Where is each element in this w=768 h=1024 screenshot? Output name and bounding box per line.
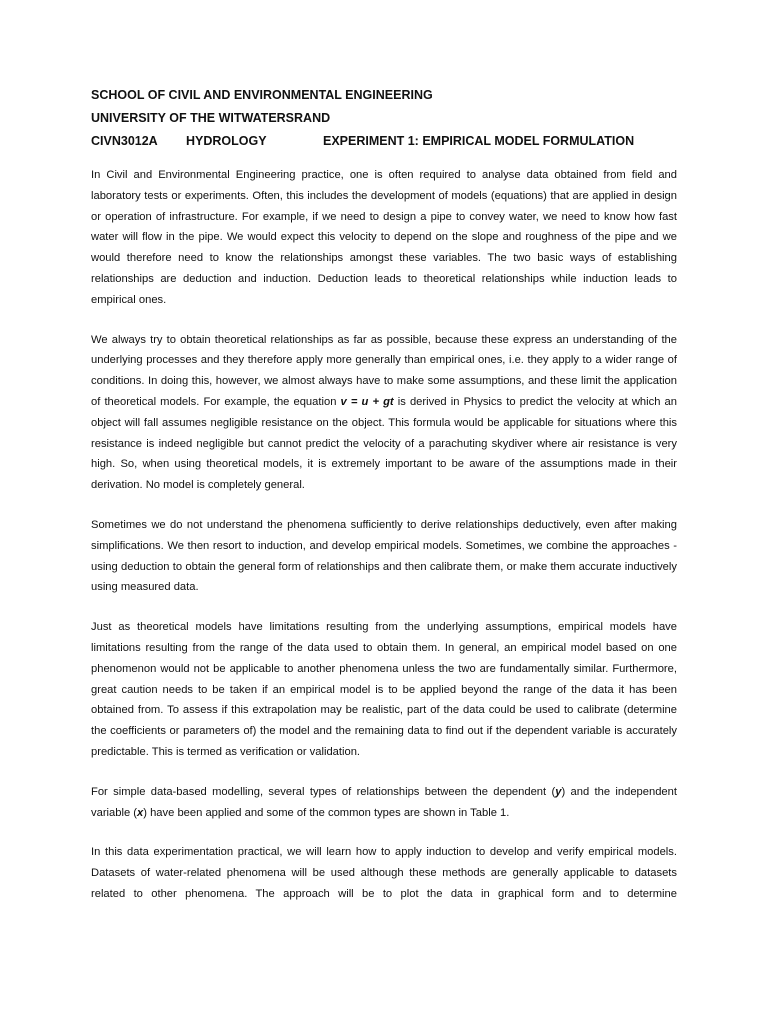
paragraph-6: In this data experimentation practical, we will learn how to apply induction to develop and verify empirical models. Datasets of water-related phenomena will be used although these methods are generally applicable to datasets related to other phenomena. The approach will be to plot the data in graphical form and to determine xyxy=(91,846,677,900)
paragraph-2 xyxy=(91,330,677,496)
school-heading: SCHOOL OF CIVIL AND ENVIRONMENTAL ENGINEERING xyxy=(91,88,433,102)
dependent-variable-symbol: y xyxy=(555,785,562,798)
independent-variable-symbol: x xyxy=(137,806,144,819)
paragraph-5-text-a: For simple data-based modelling, several types of relationships between the dependent ( xyxy=(91,785,556,798)
course-heading-row xyxy=(91,132,677,150)
paragraph-5-text-b: ) and the independent variable ( xyxy=(91,785,677,819)
course-name: HYDROLOGY xyxy=(186,134,267,148)
paragraph-3: Sometimes we do not understand the phenomena sufficiently to derive relationships deductively, even after making simplifications. We then resort to induction, and develop empirical models. Sometimes, we combine the approaches - using deduction to obtain the general form of relationships and then calibrate them, or make them accurate inductively using measured data. xyxy=(91,518,677,594)
paragraph-2-text-b: is derived in Physics to predict the velocity at which an object will fall assumes negligible resistance on the object. This formula would be applicable for situations where this resistance is indeed negligible but cannot predict the velocity of a parachuting skydiver where air resistance is very high. So, when using theoretical models, it is extremely important to be aware of the assumptions made in their derivation. No model is completely general. xyxy=(91,395,678,492)
experiment-title: EXPERIMENT 1: EMPIRICAL MODEL FORMULATION xyxy=(323,134,635,148)
paragraph-1: In Civil and Environmental Engineering practice, one is often required to analyse data obtained from field and laboratory tests or experiments. Often, this includes the development of models (equations) that are applied in design or operation of infrastructure. For example, if we need to design a pipe to convey water, we need to know how fast water will flow in the pipe. We would expect this velocity to depend on the slope and roughness of the pipe and we would therefore need to know the relationships amongst these variables. The two basic ways of establishing relationships are deduction and induction. Deduction leads to theoretical relationships while induction leads to empirical ones. xyxy=(91,169,677,306)
paragraph-5 xyxy=(91,782,677,824)
paragraph-2-text-a: We always try to obtain theoretical relationships as far as possible, because these express an understanding of the underlying processes and they therefore apply more generally than empirical ones, i.e. they apply to a wider range of conditions. In doing this, however, we almost always have to make some assumptions, and these limit the application of theoretical models. For example, the equation xyxy=(91,333,677,408)
paragraph-5-text-c: ) have been applied and some of the common types are shown in Table 1. xyxy=(143,806,510,819)
velocity-equation: v = u + gt xyxy=(340,395,394,408)
university-heading: UNIVERSITY OF THE WITWATERSRAND xyxy=(91,111,331,125)
course-code: CIVN3012A xyxy=(91,134,158,148)
document-page xyxy=(91,86,677,905)
paragraph-4: Just as theoretical models have limitations resulting from the underlying assumptions, empirical models have limitations resulting from the range of the data used to obtain them. In general, an empirical model based on one phenomenon would not be applicable to another phenomena unless the two are fundamentally similar. Furthermore, great caution needs to be taken if an empirical model is to be applied beyond the range of the data it has been obtained from. To assess if this extrapolation may be realistic, part of the data could be used to calibrate (determine the coefficients or parameters of) the model and the remaining data to find out if the dependent variable is accurately predictable. This is termed as verification or validation. xyxy=(91,621,677,758)
